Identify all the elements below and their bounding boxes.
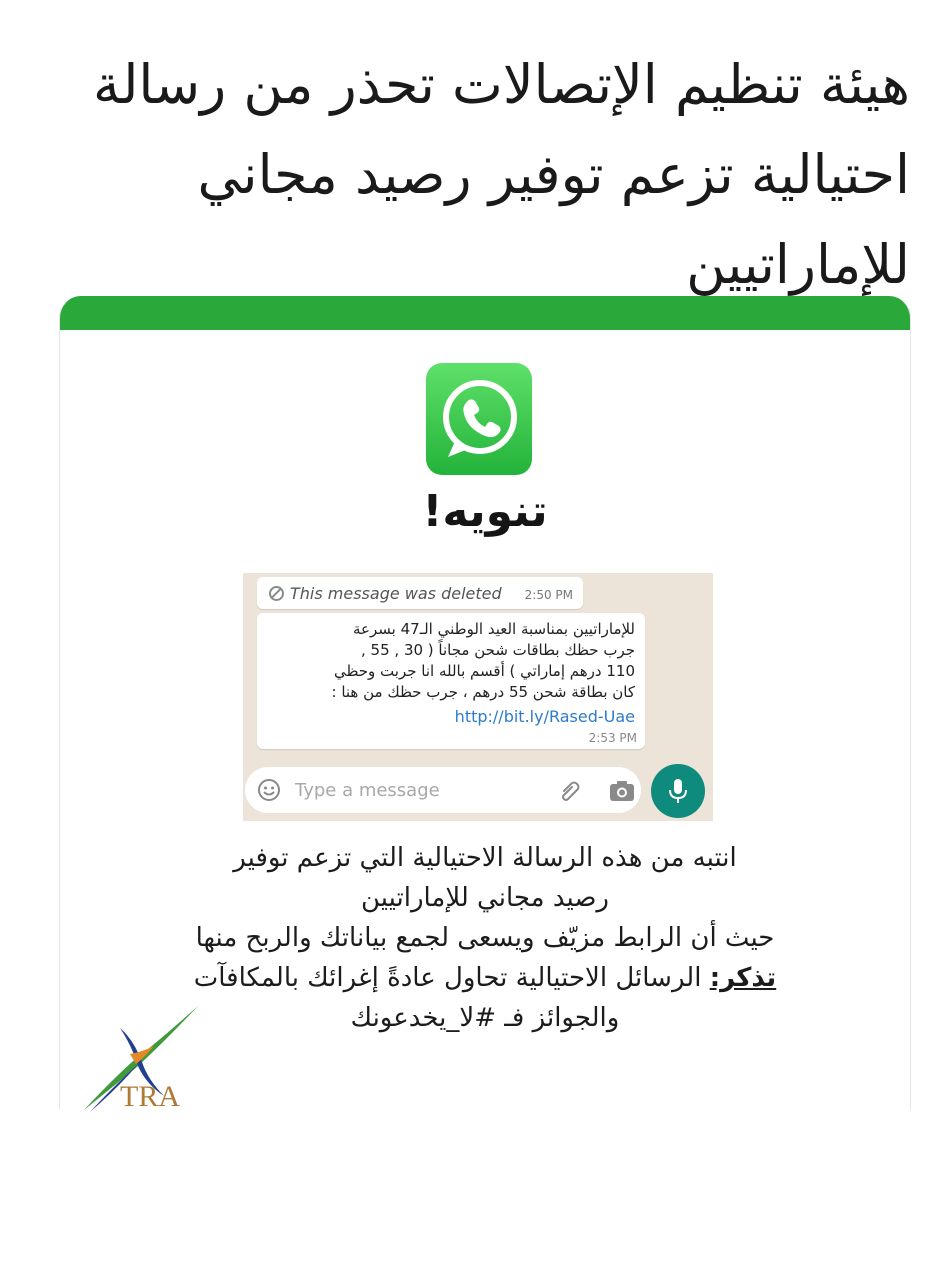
deleted-message-time: 2:50 PM (524, 588, 573, 602)
message-input-bar[interactable] (245, 767, 641, 813)
notice-card (59, 296, 911, 1110)
message-line: جرب حظك بطاقات شحن مجاناً ( 30 , 55 , (360, 641, 635, 659)
message-bubble (257, 613, 645, 749)
chat-screenshot (243, 573, 713, 821)
warning-line: حيث أن الرابط مزيّف ويسعى لجمع بياناتك والربح منها (195, 923, 775, 953)
emoji-icon[interactable] (257, 778, 281, 802)
message-line: للإماراتيين بمناسبة العيد الوطني الـ47 بسرعة (353, 620, 635, 638)
warning-line (80, 958, 890, 998)
message-input-placeholder[interactable]: Type a message (295, 780, 440, 801)
notice-title: تنويه! (422, 486, 548, 537)
message-link[interactable]: http://bit.ly/Rased-Uae (454, 707, 635, 726)
attach-icon[interactable] (557, 778, 581, 802)
tra-logo-text: TRA (120, 1080, 180, 1113)
tra-logo (80, 1000, 210, 1115)
message-time: 2:53 PM (588, 731, 637, 745)
mic-button[interactable] (651, 764, 705, 818)
headline (40, 40, 910, 310)
deleted-message-text: This message was deleted (290, 584, 502, 603)
message-line: كان بطاقة شحن 55 درهم ، جرب حظك من هنا : (331, 683, 635, 701)
whatsapp-icon (426, 363, 532, 475)
headline-line-3: للإماراتيين (686, 233, 910, 296)
headline-line-2: احتيالية تزعم توفير رصيد مجاني (197, 143, 910, 206)
message-line: 110 درهم إماراتي ) أقسم بالله انا جربت وحظي (333, 662, 635, 680)
card-header-bar (60, 296, 910, 330)
headline-line-1: هيئة تنظيم الإتصالات تحذر من رسالة (93, 53, 910, 116)
message-body (332, 619, 636, 703)
warning-line: والجوائز فـ #لا_يخدعونك (350, 1003, 620, 1033)
warning-line: رصيد مجاني للإماراتيين (361, 883, 609, 913)
warning-line: انتبه من هذه الرسالة الاحتيالية التي تزعم توفير (233, 843, 737, 873)
camera-icon[interactable] (609, 780, 635, 802)
deleted-message-bubble (257, 577, 583, 609)
remember-label: تذكر: (709, 963, 777, 993)
ban-icon (269, 586, 284, 601)
warning-line-rest: الرسائل الاحتيالية تحاول عادةً إغرائك بالمكافآت (193, 963, 710, 993)
microphone-icon (666, 777, 690, 805)
